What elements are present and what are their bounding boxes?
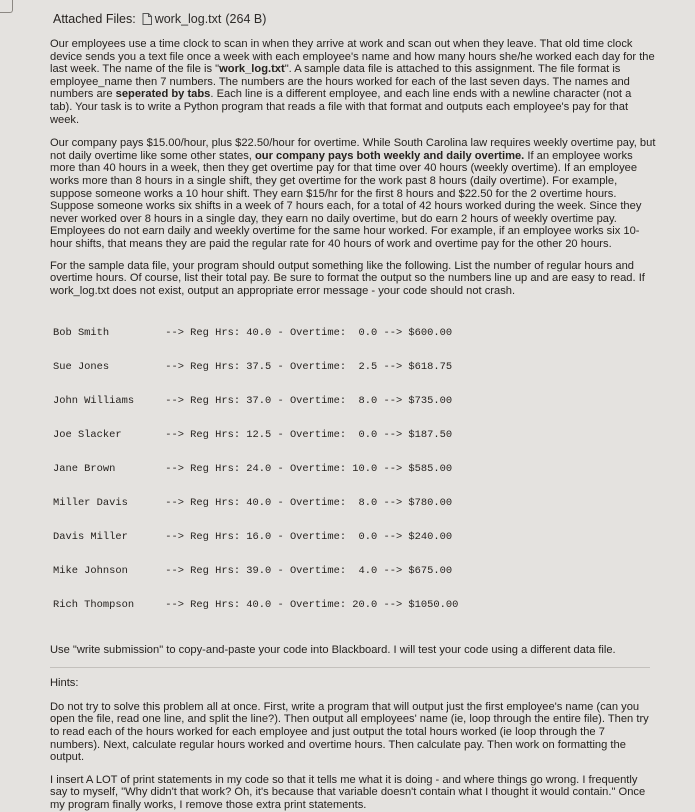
p1-bold-filename: work_log.txt (219, 63, 285, 76)
assignment-paragraph-2 (50, 137, 656, 250)
assignment-paragraph-1 (50, 38, 656, 126)
p1-text-a: Our employees use a time clock to scan in when they arrive at work and scan out when they leave. That old time clock device sends you a text file once a week with each employee's name and how many hours she/he worked each day for the last week. The name of the file is " (50, 38, 655, 76)
sample-output (53, 305, 656, 634)
hints-paragraph-1: Do not try to solve this problem all at once. First, write a program that will output just the first employee's name (can you open the file, read one line, and split the line?). Then output all employees' name (ie, loop through the entire file). Then try to read each of the hours worked for each employee and just output the total hours worked (ie loop through the 7 numbers). Next, calculate regular hours worked and overtime hours. Then calculate pay. Then work on formatting the output. (50, 700, 649, 764)
p2-text-a: Our company pays $15.00/hour, plus $22.50/hour for overtime. While South Carolina law requires weekly overtime pay, but not daily overtime like some other states, (50, 137, 656, 162)
section-divider (50, 667, 650, 668)
assignment-paragraph-3: For the sample data file, your program should output something like the following. List the number of regular hours and overtime hours. Of course, list their total pay. Be sure to format the output so the numbers line up and are easy to read. If work_log.txt does not exist, output an appropriate error message - your code should not crash. (50, 259, 645, 297)
assignment-paragraph-4: Use "write submission" to copy-and-paste your code into Blackboard. I will test your code using a different data file. (50, 644, 616, 657)
p2-text-c: If an employee works more than 40 hours in a week, then they get overtime pay for that time over 40 hours (weekly overtime). If an employee works more than 8 hours in a single shift, they get overtime for the work past 8 hours (daily overtime). For example, suppose someone works a 10 hour shift. They earn $15/hr for the first 8 hours and $22.50 for the 2 overtime hours. Suppose someone works six shifts in a week of 7 hours each, for a total of 42 hours worked during the week. Since they never worked over 8 hours in a single day, they earn no daily overtime, but do earn 2 hours of weekly overtime pay. Employees do not earn daily and weekly overtime for the same hour worked. For example, if an employee works six 10-hour shifts, that means they are paid the regular rate for 40 hours of work and overtime pay for the other 20 hours. (50, 149, 642, 250)
attached-file-link[interactable]: work_log.txt (154, 12, 222, 26)
p1-text-e: . Each line is a different employee, and each line ends with a newline character (not a tab). Your task is to write a Python program that reads a file with that format and outputs each employee's pay for that week. (50, 88, 632, 126)
corner-bracket (0, 0, 13, 13)
output-row: Bob Smith --> Reg Hrs: 40.0 - Overtime: 0.0 --> $600.00 (53, 326, 453, 339)
assignment-content (50, 38, 656, 812)
output-row: Rich Thompson --> Reg Hrs: 40.0 - Overtime: 20.0 --> $1050.00 (53, 599, 459, 612)
p1-text-c: ". A sample data file is attached to this assignment. The file format is employee_name then 7 numbers. The numbers are the hours worked for each of the last seven days. The names and numbers are (50, 63, 630, 101)
hints-title: Hints: (50, 676, 79, 689)
output-row: Mike Johnson --> Reg Hrs: 39.0 - Overtime: 4.0 --> $675.00 (53, 565, 453, 578)
output-row: Davis Miller --> Reg Hrs: 16.0 - Overtime: 0.0 --> $240.00 (53, 531, 453, 544)
attached-file-size: (264 B) (225, 12, 267, 26)
output-row: Sue Jones --> Reg Hrs: 37.5 - Overtime: 2.5 --> $618.75 (53, 361, 453, 373)
output-row: Jane Brown --> Reg Hrs: 24.0 - Overtime: 10.0 --> $585.00 (53, 463, 453, 476)
attached-files (53, 12, 266, 26)
p1-bold-tabs: seperated by tabs (115, 88, 211, 101)
hints-paragraph-2: I insert A LOT of print statements in my code so that it tells me what it is doing - and where things go wrong. I frequently say to myself, "Why didn't that work? Oh, it's because that variable doesn't contain what I thought it would contain." Once my program finally works, I remove those extra print statements. (50, 773, 646, 811)
p2-bold-overtime: our company pays both weekly and daily overtime. (254, 149, 525, 162)
attached-files-label: Attached Files: (53, 12, 136, 26)
file-icon (142, 13, 152, 25)
output-row: John Williams --> Reg Hrs: 37.0 - Overtime: 8.0 --> $735.00 (53, 395, 453, 408)
output-row: Miller Davis --> Reg Hrs: 40.0 - Overtime: 8.0 --> $780.00 (53, 497, 453, 510)
output-row: Joe Slacker --> Reg Hrs: 12.5 - Overtime: 0.0 --> $187.50 (53, 429, 453, 442)
